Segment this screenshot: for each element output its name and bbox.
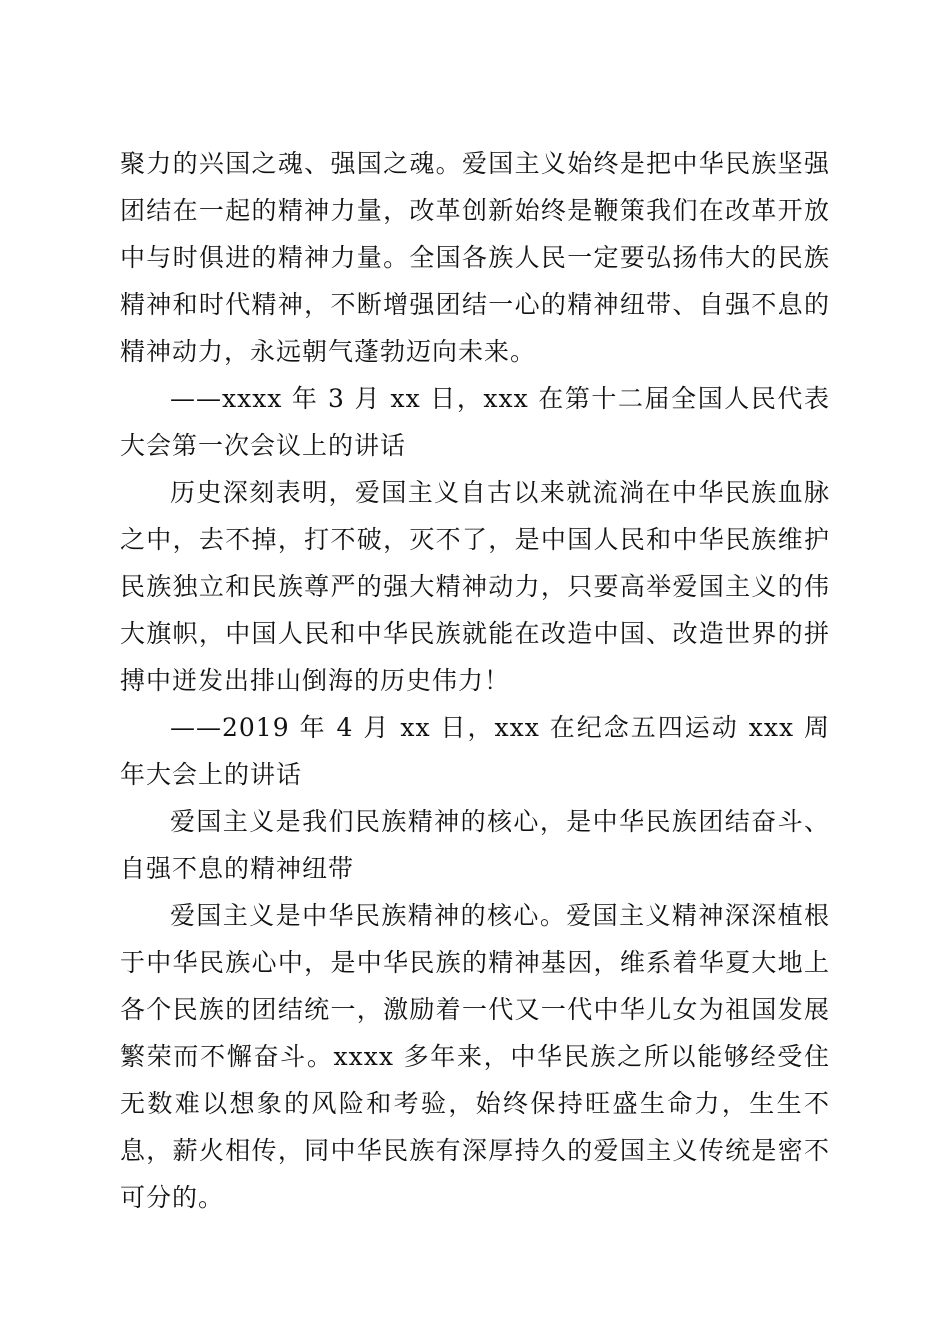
paragraph-patriotism-core: 爱国主义是中华民族精神的核心。爱国主义精神深深植根于中华民族心中，是中华民族的精神基因，维系着华夏大地上各个民族的团结统一，激励着一代又一代中华儿女为祖国发展繁荣而不懈奋斗。xxxx 多年来，中华民族之所以能够经受住无数难以想象的风险和考验，始终保持旺盛生命力，生生不息，薪火相传，同中华民族有深厚持久的爱国主义传统是密不可分的。 [120,901,830,1212]
paragraph-continuation: 聚力的兴国之魂、强国之魂。爱国主义始终是把中华民族坚强团结在一起的精神力量，改革创新始终是鞭策我们在改革开放中与时俱进的精神力量。全国各族人民一定要弘扬伟大的民族精神和时代精神，不断增强团结一心的精神纽带、自强不息的精神动力，永远朝气蓬勃迈向未来。 [120,149,830,366]
citation-2019-speech: ——2019 年 4 月 xx 日，xxx 在纪念五四运动 xxx 周年大会上的讲话 [120,713,830,789]
document-body [120,140,830,1221]
paragraph-history: 历史深刻表明，爱国主义自古以来就流淌在中华民族血脉之中，去不掉，打不破，灭不了，是中国人民和中华民族维护民族独立和民族尊严的强大精神动力，只要高举爱国主义的伟大旗帜，中国人民和中华民族就能在改造中国、改造世界的拼搏中迸发出排山倒海的历史伟力！ [120,478,830,695]
section-heading-patriotism-core: 爱国主义是我们民族精神的核心，是中华民族团结奋斗、自强不息的精神纽带 [120,807,830,883]
citation-2013-speech: ——xxxx 年 3 月 xx 日，xxx 在第十二届全国人民代表大会第一次会议上的讲话 [120,384,830,460]
